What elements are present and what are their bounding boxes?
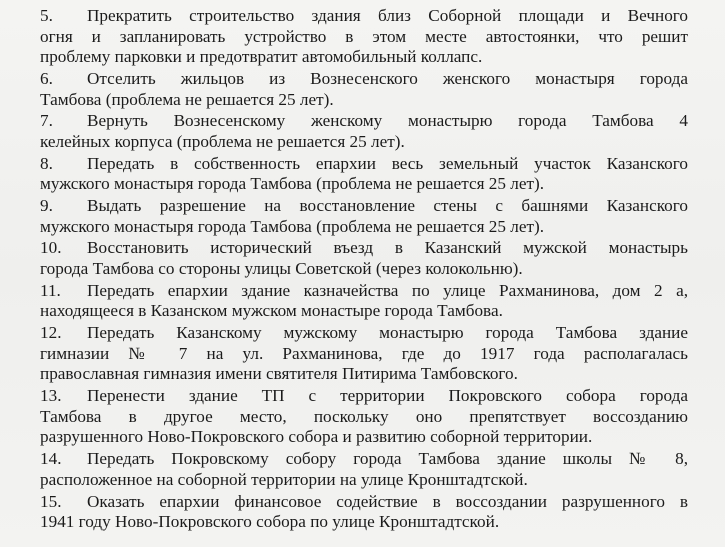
item-continuation-line bbox=[40, 259, 688, 280]
item-continuation-line bbox=[40, 47, 688, 68]
item-first-line bbox=[40, 449, 688, 470]
item-first-line bbox=[40, 281, 688, 302]
item-text: мужского монастыря города Тамбова (проблема не решается 25 лет). bbox=[40, 174, 545, 194]
item-number: 13. bbox=[40, 386, 62, 406]
item-first-line bbox=[40, 111, 688, 132]
item-text: огня и запланировать устройство в этом месте автостоянки, что решит bbox=[40, 26, 688, 46]
item-continuation-line bbox=[40, 174, 688, 195]
list-item bbox=[40, 323, 688, 385]
item-text: проблему парковки и предотвратит автомобильный коллапс. bbox=[40, 47, 483, 67]
item-first-line bbox=[40, 323, 688, 344]
item-first-line bbox=[40, 386, 688, 407]
item-text: Прекратить строительство здания близ Соборной площади и Вечного bbox=[87, 6, 688, 25]
item-continuation-line bbox=[40, 427, 688, 448]
item-first-line bbox=[40, 196, 688, 217]
item-number: 10. bbox=[40, 238, 62, 258]
item-text: Передать в собственность епархии весь земельный участок Казанского bbox=[87, 153, 688, 173]
item-text: 1941 году Ново-Покровского собора по улице Кронштадтской. bbox=[40, 512, 500, 532]
item-continuation-line bbox=[40, 90, 688, 111]
item-text: расположенное на соборной территории на улице Кронштадтской. bbox=[40, 469, 528, 489]
item-text: Восстановить исторический въезд в Казанский мужской монастырь bbox=[87, 238, 688, 258]
item-text: Тамбова в другое место, поскольку оно препятствует воссозданию bbox=[40, 406, 688, 426]
item-text: Передать Казанскому мужскому монастырю города Тамбова здание bbox=[87, 323, 688, 343]
list-item bbox=[40, 111, 688, 152]
item-text: Оказать епархии финансовое содействие в воссоздании разрушенного в bbox=[87, 491, 688, 511]
item-text: Передать Покровскому собору города Тамбова здание школы № 8, bbox=[87, 449, 688, 469]
item-continuation-line bbox=[40, 364, 688, 385]
item-number: 8. bbox=[40, 153, 53, 173]
item-number: 15. bbox=[40, 491, 62, 511]
item-text: Передать епархии здание казначейства по улице Рахманинова, дом 2 а, bbox=[87, 280, 688, 300]
item-continuation-line bbox=[40, 132, 688, 153]
item-text: разрушенного Ново-Покровского собора и развитию соборной территории. bbox=[40, 427, 593, 447]
item-number: 12. bbox=[40, 323, 62, 343]
item-number: 6. bbox=[40, 68, 53, 88]
item-number: 7. bbox=[40, 111, 53, 131]
item-text: мужского монастыря города Тамбова (проблема не решается 25 лет). bbox=[40, 216, 545, 236]
item-first-line bbox=[40, 69, 688, 90]
item-continuation-line bbox=[40, 301, 688, 322]
item-continuation-line bbox=[40, 512, 688, 533]
item-text: келейных корпуса (проблема не решается 25 лет). bbox=[40, 131, 405, 151]
item-continuation-line bbox=[40, 217, 688, 238]
list-item bbox=[40, 69, 688, 110]
item-text: Отселить жильцов из Вознесенского женского монастыря города bbox=[87, 68, 688, 88]
list-item bbox=[40, 449, 688, 490]
item-number: 11. bbox=[40, 280, 61, 300]
item-continuation-line bbox=[40, 27, 688, 48]
item-number: 9. bbox=[40, 196, 53, 216]
list-item bbox=[40, 492, 688, 533]
item-number: 5. bbox=[40, 6, 53, 25]
list-item bbox=[40, 6, 688, 68]
item-first-line bbox=[40, 6, 688, 27]
item-text: находящееся в Казанском мужском монастыре города Тамбова. bbox=[40, 301, 503, 321]
item-continuation-line bbox=[40, 344, 688, 365]
item-text: города Тамбова со стороны улицы Советской (через колокольню). bbox=[40, 259, 523, 279]
item-text: гимназии № 7 на ул. Рахманинова, где до 1917 года располагалась bbox=[40, 343, 688, 363]
list-item bbox=[40, 154, 688, 195]
list-item bbox=[40, 281, 688, 322]
item-continuation-line bbox=[40, 407, 688, 428]
list-item bbox=[40, 238, 688, 279]
list-item bbox=[40, 386, 688, 448]
item-continuation-line bbox=[40, 470, 688, 491]
item-text: Вернуть Вознесенскому женскому монастырю города Тамбова 4 bbox=[87, 111, 688, 131]
document-body bbox=[40, 6, 688, 534]
item-first-line bbox=[40, 492, 688, 513]
item-text: Перенести здание ТП с территории Покровского собора города bbox=[87, 386, 688, 406]
item-number: 14. bbox=[40, 449, 62, 469]
item-text: Выдать разрешение на восстановление стены с башнями Казанского bbox=[87, 196, 688, 216]
item-first-line bbox=[40, 238, 688, 259]
item-text: Тамбова (проблема не решается 25 лет). bbox=[40, 89, 334, 109]
list-item bbox=[40, 196, 688, 237]
item-first-line bbox=[40, 154, 688, 175]
item-text: православная гимназия имени святителя Питирима Тамбовского. bbox=[40, 364, 518, 384]
